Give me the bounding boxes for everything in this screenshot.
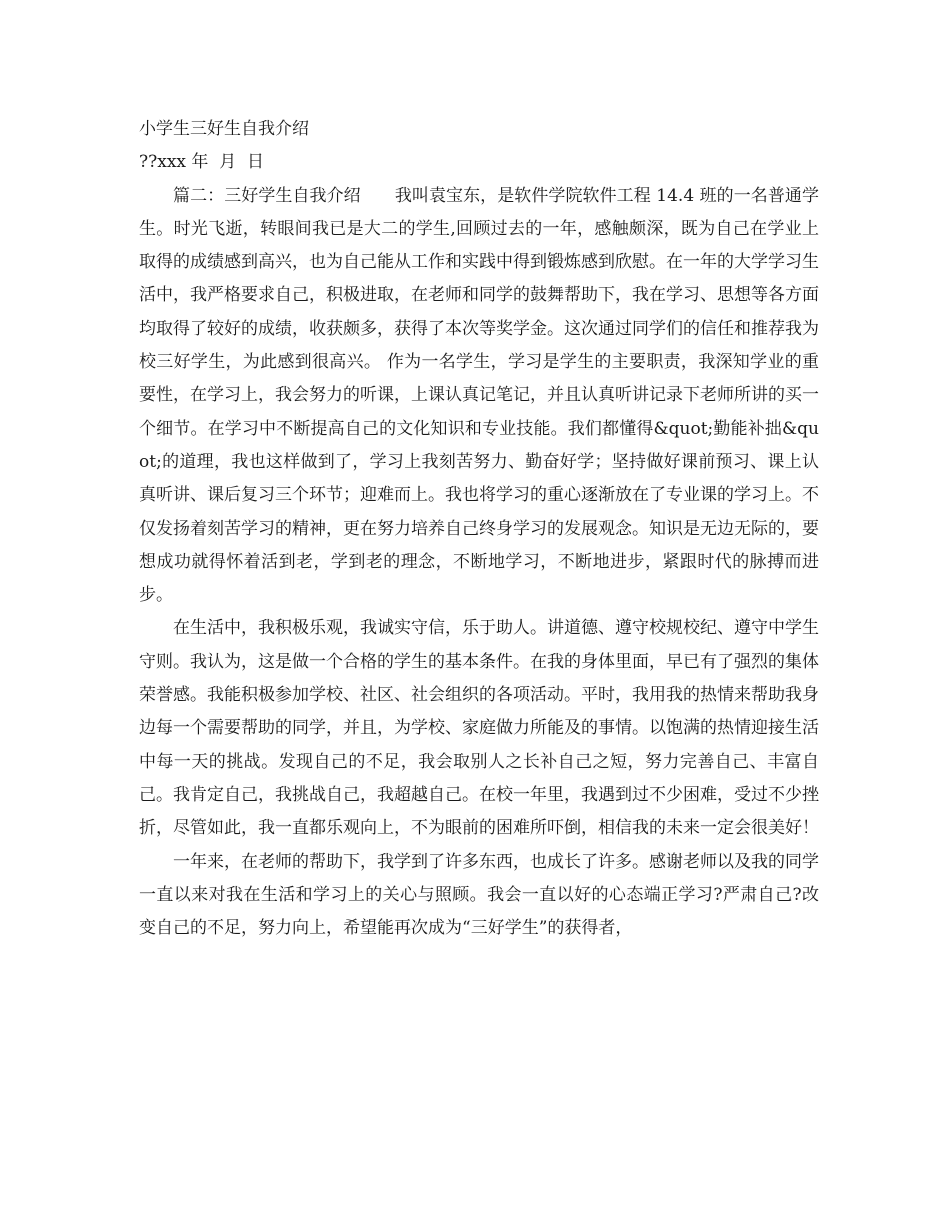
document-title: 小学生三好生自我介绍 <box>139 119 309 139</box>
document-body <box>139 113 819 945</box>
date-line: ??xxx 年 月 日 <box>139 152 265 173</box>
paragraph: 在生活中，我积极乐观，我诚实守信，乐于助人。讲道德、遵守校规校纪、遵守中学生守则。我认为，这是做一个合格的学生的基本条件。在我的身体里面，早已有了强烈的集体荣誉感。我能积极参加学校、社区、社会组织的各项活动。平时，我用我的热情来帮助我身边每一个需要帮助的同学，并且，为学校、家庭做力所能及的事情。以饱满的热情迎接生活中每一天的挑战。发现自己的不足，我会取别人之长补自己之短，努力完善自己、丰富自己。我肯定自己，我挑战自己，我超越自己。在校一年里，我遇到过不少困难，受过不少挫折，尽管如此，我一直都乐观向上，不为眼前的困难所吓倒，相信我的未来一定会很美好！ <box>139 618 819 839</box>
paragraph: 一年来，在老师的帮助下，我学到了许多东西，也成长了许多。感谢老师以及我的同学一直以来对我在生活和学习上的关心与照顾。我会一直以好的心态端正学习?严肃自己?改变自己的不足，努力向上，希望能再次成为“三好学生”的获得者， <box>139 851 819 939</box>
paragraph: 篇二：三好学生自我介绍 我叫袁宝东，是软件学院软件工程 14.4 班的一名普通学生。时光飞逝，转眼间我已是大二的学生,回顾过去的一年，感触颇深，既为自己在学业上取得的成绩感到高兴，也为自己能从工作和实践中得到锻炼感到欣慰。在一年的大学学习生活中，我严格要求自己，积极进取，在老师和同学的鼓舞帮助下，我在学习、思想等各方面均取得了较好的成绩，收获颇多，获得了本次等奖学金。这次通过同学们的信任和推荐我为校三好学生，为此感到很高兴。 作为一名学生，学习是学生的主要职责，我深知学业的重要性，在学习上，我会努力的听课，上课认真记笔记，并且认真听讲记录下老师所讲的买一个细节。在学习中不断提高自己的文化知识和专业技能。我们都懂得&quot;勤能补拙&quot;的道理，我也这样做到了，学习上我刻苦努力、勤奋好学；坚持做好课前预习、课上认真听讲、课后复习三个环节；迎难而上。我也将学习的重心逐渐放在了专业课的学习上。不仅发扬着刻苦学习的精神，更在努力培养自己终身学习的发展观念。知识是无边无际的，要想成功就得怀着活到老，学到老的理念，不断地学习，不断地进步，紧跟时代的脉搏而进步。 <box>139 185 819 606</box>
